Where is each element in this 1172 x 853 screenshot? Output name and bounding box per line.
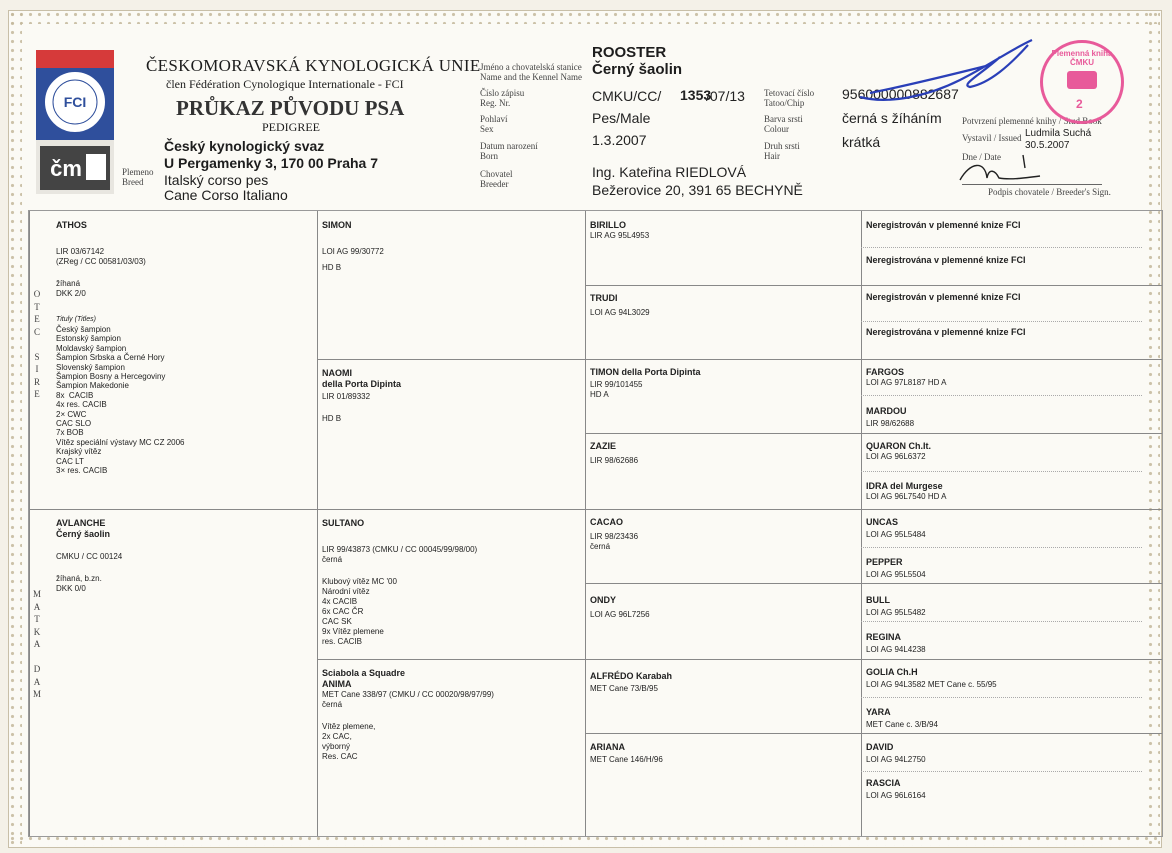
org-member: člen Fédération Cynologique Internationale - FCI <box>166 77 404 91</box>
breed-label: Plemeno Breed <box>122 167 154 187</box>
g4-cell-11 <box>866 595 926 618</box>
sire-dkk: DKK 2/0 <box>56 289 86 298</box>
dam-kennel: Černý šaolin <box>56 529 111 539</box>
g4-cell-5 <box>866 367 947 388</box>
reg-suffix: /07/13 <box>706 88 745 104</box>
top-border-ornament <box>8 10 1160 24</box>
g3-reg: LIR 99/101455 <box>590 380 643 389</box>
g4-reg: MET Cane c. 3/B/94 <box>866 720 938 729</box>
ss-name: SIMON <box>322 220 352 230</box>
g3-name: ONDY <box>590 595 617 605</box>
dd-name2: ANIMA <box>322 679 352 689</box>
issued-label: Vystavil / Issued <box>962 133 1022 143</box>
g4-name: UNCAS <box>866 517 899 527</box>
dam-name: AVLANCHE <box>56 518 106 528</box>
g3-reg: MET Cane 146/H/96 <box>590 755 663 764</box>
g3-cell-3 <box>590 367 701 400</box>
dd-name: Sciabola a Squadre <box>322 668 406 678</box>
chip-value: 956000000882687 <box>842 86 959 102</box>
g3-name: TIMON della Porta Dipinta <box>590 367 701 377</box>
g4-name: DAVID <box>866 742 894 752</box>
g4-name: Neregistrována v plemenné knize FCI <box>866 327 1026 337</box>
sire-titles-label: Tituly (Titles) <box>56 316 96 323</box>
g3-name: ALFRÉDO Karabah <box>590 671 673 681</box>
g3-extra: černá <box>590 542 611 551</box>
g4-reg: LOI AG 96L7540 HD A <box>866 492 947 501</box>
stamp-number: 2 <box>1076 97 1083 111</box>
g4-reg: LOI AG 95L5504 <box>866 570 926 579</box>
g4-name: Neregistrován v plemenné knize FCI <box>866 292 1021 302</box>
black-signature <box>955 150 1045 190</box>
g4-cell-2 <box>866 255 1026 266</box>
g3-name: BIRILLO <box>590 220 626 230</box>
g4-name: PEPPER <box>866 557 903 567</box>
g3-reg: LIR AG 95L4953 <box>590 231 650 240</box>
chip-label: Tetovací číslo Tatoo/Chip <box>764 88 815 108</box>
g3-cell-6 <box>590 595 650 620</box>
left-border-ornament <box>8 10 22 846</box>
stamp-logo-icon <box>1067 71 1097 89</box>
g4-name: YARA <box>866 707 891 717</box>
g4-cell-4 <box>866 327 1026 338</box>
ds-colour: černá <box>322 555 343 564</box>
fci-logo <box>36 50 114 194</box>
g4-cell-6 <box>866 406 914 429</box>
sire-titles: Český šampion Estonský šampion Moldavský šampion Šampion Srbska a Černé Hory Slovenský šampion Šampion Bosny a Hercegoviny Šampion Makedonie 8x CACIB 4x res. CACIB 2× CWC CAC SLO 7x BOB Vítěz speciální výstavy MC CZ 2006 Krajský vítěz CAC LT 3× res. CACIB <box>56 325 185 476</box>
dam-dkk: DKK 0/0 <box>56 584 86 593</box>
dd-titles: Vítěz plemene, 2x CAC, výborný Res. CAC <box>322 722 376 761</box>
sire-side-label: O T E C S I R E <box>33 289 41 399</box>
breeder-name: Ing. Kateřina RIEDLOVÁ <box>592 164 747 180</box>
g4-name: MARDOU <box>866 406 907 416</box>
g4-name: QUARON Ch.It. <box>866 441 931 451</box>
sire-sire-cell <box>322 220 582 273</box>
g3-reg: LIR 98/62686 <box>590 456 639 465</box>
g4-cell-16 <box>866 778 926 801</box>
sire-colour: žíhaná <box>56 279 81 288</box>
g4-reg: LOI AG 94L4238 <box>866 645 926 654</box>
g4-cell-1 <box>866 220 1021 231</box>
g4-reg: LOI AG 94L3582 MET Cane c. 55/95 <box>866 680 997 689</box>
dam-cell <box>56 518 306 594</box>
sire-dam-cell <box>322 368 582 424</box>
g4-name: RASCIA <box>866 778 901 788</box>
dam-colour: žíhaná, b.zn. <box>56 574 102 583</box>
hair-value: krátká <box>842 134 881 150</box>
dam-sire-cell <box>322 518 582 647</box>
g4-name: FARGOS <box>866 367 905 377</box>
g4-cell-12 <box>866 632 926 655</box>
sex-label: Pohlaví Sex <box>480 114 508 134</box>
colour-label: Barva srsti Colour <box>764 114 803 134</box>
g3-cell-2 <box>590 293 650 318</box>
g4-reg: LOI AG 95L5484 <box>866 530 926 539</box>
g3-name: CACAO <box>590 517 623 527</box>
sire-reg2: (ZReg / CC 00581/03/03) <box>56 257 146 266</box>
g4-reg: LOI AG 95L5482 <box>866 608 926 617</box>
cmku-logo-text: čm <box>50 156 82 181</box>
sex-value: Pes/Male <box>592 110 651 126</box>
ds-reg: LIR 99/43873 (CMKU / CC 00045/99/98/00) <box>322 545 478 554</box>
dog-kennel: Černý šaolin <box>592 61 683 78</box>
ss-reg: LOI AG 99/30772 <box>322 247 384 256</box>
g3-cell-7 <box>590 671 672 694</box>
reg-number: 1353 <box>680 87 712 103</box>
sire-name: ATHOS <box>56 220 87 230</box>
g3-reg: MET Cane 73/B/95 <box>590 684 658 693</box>
reg-label: Číslo zápisu Reg. Nr. <box>480 88 525 108</box>
sire-reg: LIR 03/67142 <box>56 247 105 256</box>
g3-reg: LOI AG 96L7256 <box>590 610 650 619</box>
g4-reg: LOI AG 97L8187 HD A <box>866 378 947 387</box>
g4-cell-7 <box>866 441 931 462</box>
g4-name: BULL <box>866 595 890 605</box>
breeder-address: Bežerovice 20, 391 65 BECHYNĚ <box>592 182 803 198</box>
issuer-name: Český kynologický svaz <box>164 138 325 154</box>
dam-reg: CMKU / CC 00124 <box>56 552 123 561</box>
issued-date: 30.5.2007 <box>1025 140 1070 151</box>
ss-hd: HD B <box>322 263 342 272</box>
born-label: Datum narození Born <box>480 141 538 161</box>
fci-logo-text: FCI <box>63 94 87 110</box>
breed-en: Cane Corso Italiano <box>164 187 288 203</box>
sd-name: NAOMI <box>322 368 352 378</box>
colour-value: černá s žíháním <box>842 110 942 126</box>
g4-name: IDRA del Murgese <box>866 481 943 491</box>
doc-title: PRŮKAZ PŮVODU PSA <box>176 96 405 120</box>
studbook-stamp <box>1040 40 1124 124</box>
date-label: Dne / Date <box>962 152 1001 162</box>
doc-subtitle: PEDIGREE <box>262 120 320 134</box>
sd-name2: della Porta Dipinta <box>322 379 402 389</box>
g4-reg: LOI AG 96L6164 <box>866 791 926 800</box>
sire-cell <box>56 220 306 476</box>
g3-reg: LIR 98/23436 <box>590 532 639 541</box>
g3-extra: HD A <box>590 390 609 399</box>
g4-reg: LIR 98/62688 <box>866 419 915 428</box>
reg-value: CMKU/CC/ <box>592 88 662 104</box>
dd-reg: MET Cane 338/97 (CMKU / CC 00020/98/97/99) <box>322 690 494 699</box>
g3-name: TRUDI <box>590 293 618 303</box>
dd-colour: černá <box>322 700 343 709</box>
g4-reg: LOI AG 94L2750 <box>866 755 926 764</box>
ds-titles: Klubový vítěz MC '00 Národní vítěz 4x CACIB 6x CAC ČR CAC SK 9x Vítěz plemene res. CACIB <box>322 577 397 646</box>
g4-cell-3 <box>866 292 1021 303</box>
g4-name: REGINA <box>866 632 902 642</box>
g3-name: ARIANA <box>590 742 625 752</box>
g4-name: GOLIA Ch.H <box>866 667 918 677</box>
ds-name: SULTANO <box>322 518 365 528</box>
studbook-label: Potvrzení plemenné knihy / Stud Book <box>962 116 1102 126</box>
g4-cell-13 <box>866 667 997 690</box>
stamp-text: Plemenná kniha ČMKU <box>1051 49 1113 67</box>
g3-reg: LOI AG 94L3029 <box>590 308 650 317</box>
g3-name: ZAZIE <box>590 441 616 451</box>
issued-by: Ludmila Suchá <box>1025 128 1092 139</box>
issuer-address: U Pergamenky 3, 170 00 Praha 7 <box>164 155 379 171</box>
sd-hd: HD B <box>322 414 342 423</box>
breeder-label: Chovatel Breeder <box>480 169 513 189</box>
g4-cell-8 <box>866 481 947 502</box>
g3-cell-4 <box>590 441 638 466</box>
org-name: ČESKOMORAVSKÁ KYNOLOGICKÁ UNIE <box>146 56 481 75</box>
dog-name: ROOSTER <box>592 44 667 61</box>
dam-dam-cell <box>322 668 582 762</box>
g4-cell-14 <box>866 707 938 730</box>
g3-cell-8 <box>590 742 663 765</box>
g4-name: Neregistrována v plemenné knize FCI <box>866 255 1026 265</box>
blue-signature <box>850 35 1040 115</box>
dam-side-label: M A T K A D A M <box>32 589 41 699</box>
g4-cell-9 <box>866 517 926 540</box>
name-label: Jméno a chovatelská stanice Name and the Kennel Name <box>480 62 582 82</box>
breeder-sign-label: Podpis chovatele / Breeder's Sign. <box>988 187 1111 197</box>
g4-cell-10 <box>866 557 926 580</box>
sd-reg: LIR 01/89332 <box>322 392 371 401</box>
hair-label: Druh srsti Hair <box>764 141 800 161</box>
g4-reg: LOI AG 96L6372 <box>866 452 926 461</box>
g4-cell-15 <box>866 742 926 765</box>
born-value: 1.3.2007 <box>592 132 647 148</box>
g3-cell-1 <box>590 220 649 241</box>
g3-cell-5 <box>590 517 638 552</box>
g4-name: Neregistrován v plemenné knize FCI <box>866 220 1021 230</box>
breed-cz: Italský corso pes <box>164 172 269 188</box>
